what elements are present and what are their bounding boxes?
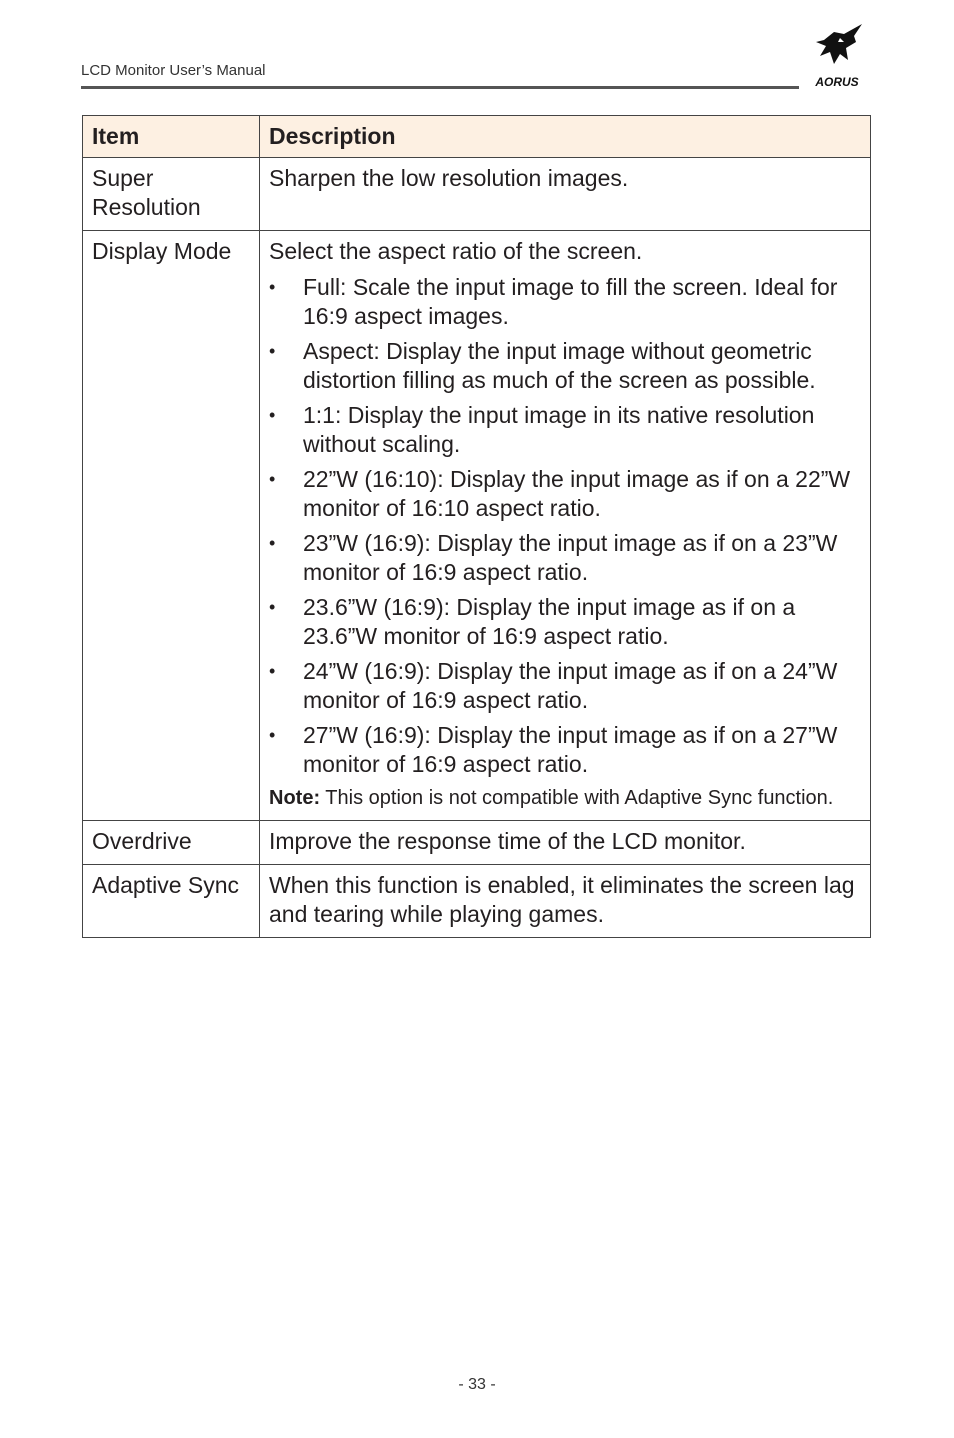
display-mode-intro: Select the aspect ratio of the screen. <box>269 238 643 264</box>
table-row <box>83 865 871 938</box>
bullet-icon: • <box>269 725 276 745</box>
row-item-cell: Overdrive <box>83 821 260 865</box>
settings-table <box>82 115 871 938</box>
list-item <box>269 465 861 523</box>
aorus-logo <box>804 20 870 90</box>
list-item-text: 24”W (16:9): Display the input image as if on a 24”W monitor of 16:9 aspect ratio. <box>303 658 838 713</box>
row-description-cell: When this function is enabled, it eliminates the screen lag and tearing while playing games. <box>260 865 871 938</box>
list-item-text: 1:1: Display the input image in its native resolution without scaling. <box>303 402 815 457</box>
bullet-icon: • <box>269 661 276 681</box>
row-item-cell: Adaptive Sync <box>83 865 260 938</box>
row-description-cell: Improve the response time of the LCD monitor. <box>260 821 871 865</box>
list-item-text: 23.6”W (16:9): Display the input image as if on a 23.6”W monitor of 16:9 aspect ratio. <box>303 594 796 649</box>
list-item-text: Aspect: Display the input image without geometric distortion filling as much of the screen as possible. <box>303 338 816 393</box>
bullet-icon: • <box>269 533 276 553</box>
page-number: - 33 - <box>458 1376 496 1393</box>
bullet-icon: • <box>269 469 276 489</box>
list-item-text: Full: Scale the input image to fill the screen. Ideal for 16:9 aspect images. <box>303 274 838 329</box>
list-item <box>269 593 861 651</box>
note-text: This option is not compatible with Adaptive Sync function. <box>320 787 834 809</box>
compatibility-note <box>269 785 861 812</box>
table-row <box>83 231 871 821</box>
column-header-description: Description <box>260 116 871 158</box>
svg-text:AORUS: AORUS <box>815 75 859 89</box>
list-item <box>269 273 861 331</box>
note-label: Note: <box>269 787 321 809</box>
list-item-text: 22”W (16:10): Display the input image as if on a 22”W monitor of 16:10 aspect ratio. <box>303 466 851 521</box>
list-item <box>269 337 861 395</box>
table-row <box>83 158 871 231</box>
row-item-cell: Super Resolution <box>83 158 260 231</box>
bullet-icon: • <box>269 277 276 297</box>
document-header-title: LCD Monitor User’s Manual <box>81 62 266 79</box>
header-rule <box>81 86 799 89</box>
row-description-cell: Sharpen the low resolution images. <box>260 158 871 231</box>
display-mode-options <box>269 273 861 779</box>
list-item-text: 23”W (16:9): Display the input image as if on a 23”W monitor of 16:9 aspect ratio. <box>303 530 838 585</box>
bullet-icon: • <box>269 597 276 617</box>
bullet-icon: • <box>269 405 276 425</box>
list-item <box>269 721 861 779</box>
table-header-row <box>83 116 871 158</box>
list-item <box>269 657 861 715</box>
list-item <box>269 529 861 587</box>
list-item <box>269 401 861 459</box>
list-item-text: 27”W (16:9): Display the input image as if on a 27”W monitor of 16:9 aspect ratio. <box>303 722 838 777</box>
table-row <box>83 821 871 865</box>
row-item-cell: Display Mode <box>83 231 260 821</box>
bullet-icon: • <box>269 341 276 361</box>
row-description-cell <box>260 231 871 821</box>
column-header-item: Item <box>83 116 260 158</box>
